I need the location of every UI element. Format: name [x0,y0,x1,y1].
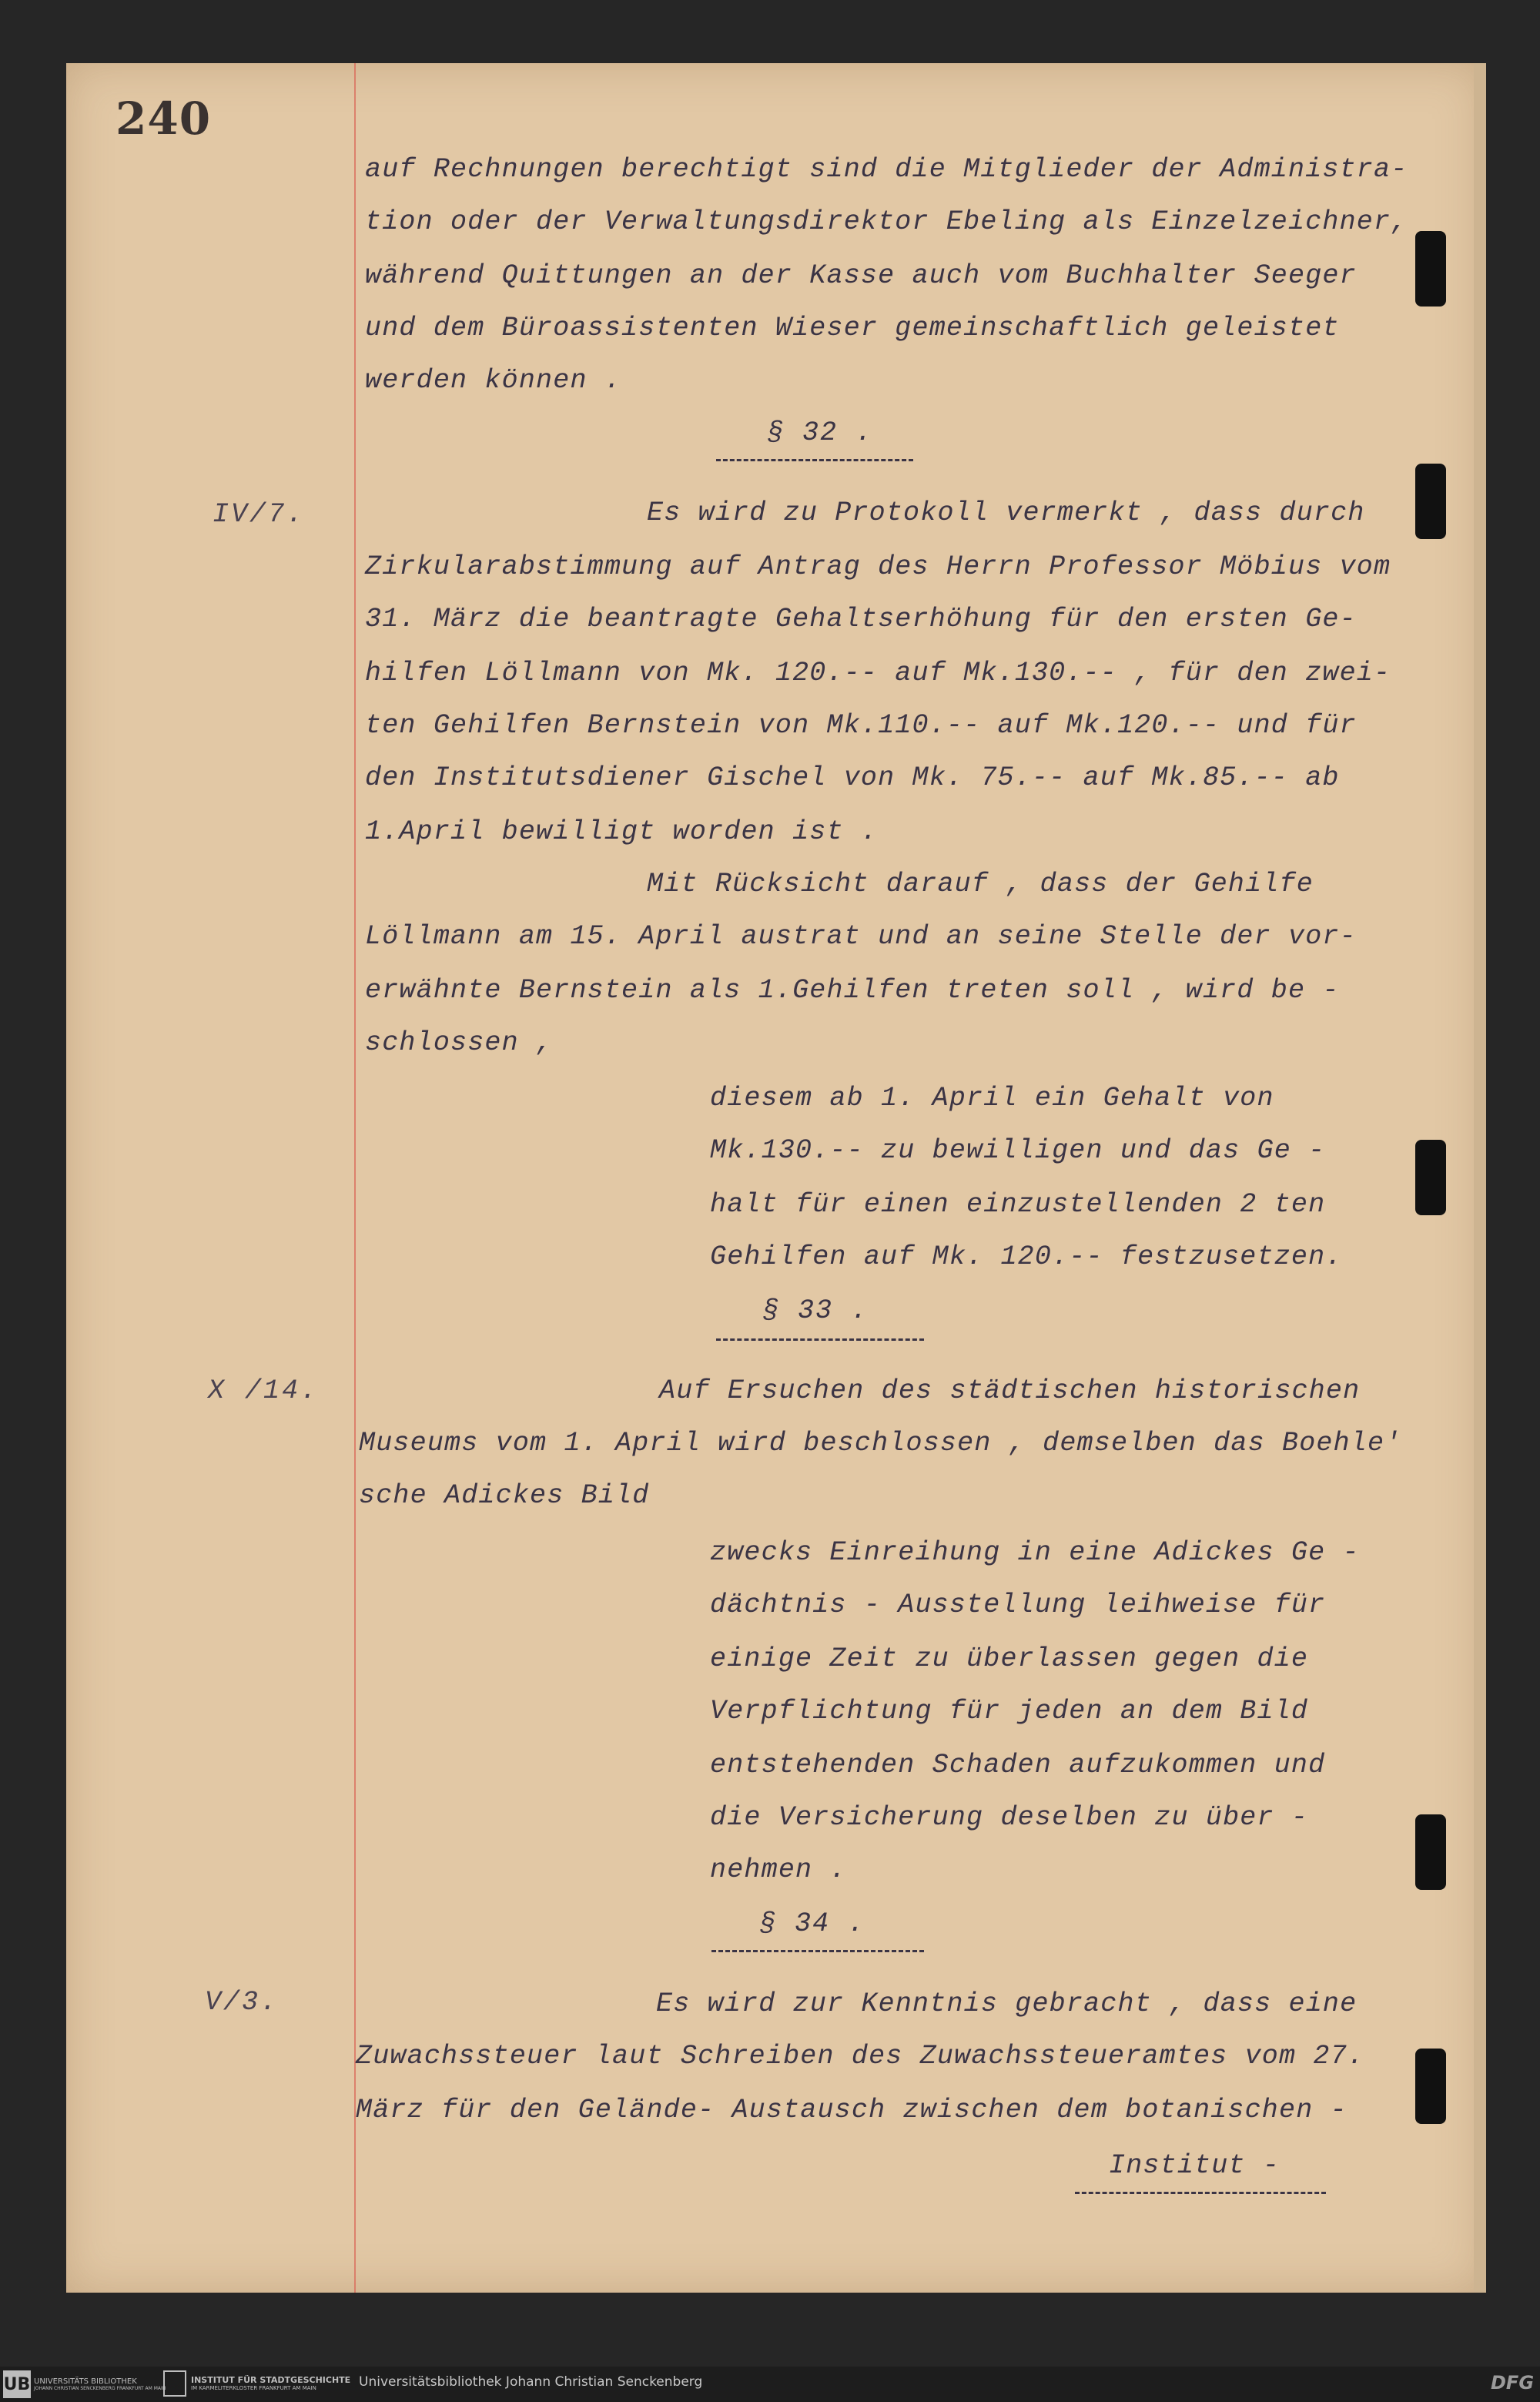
text-line: Mit Rücksicht darauf , dass der Gehilfe [647,869,1314,899]
text-line: dächtnis - Ausstellung leihweise für [710,1590,1326,1620]
text-line: Verpflichtung für jeden an dem Bild [710,1696,1309,1727]
index-tab [1415,464,1446,539]
catchword: Institut - [1109,2150,1281,2181]
index-tab [1415,1140,1446,1215]
index-tab [1415,231,1446,307]
text-line: sche Adickes Bild [359,1480,650,1511]
page-number: 240 [116,92,212,145]
margin-reference: V/3. [205,1987,280,2018]
text-line: diesem ab 1. April ein Gehalt von [710,1083,1274,1114]
text-line: entstehenden Schaden aufzukommen und [710,1750,1326,1781]
text-line: Museums vom 1. April wird beschlossen , demselben das Boehle' [359,1428,1402,1459]
text-line: Es wird zur Kenntnis gebracht , dass eine [656,1988,1358,2019]
isg-subtitle: IM KARMELITERKLOSTER FRANKFURT AM MAIN [191,2384,316,2391]
text-line: Löllmann am 15. April austrat und an seine Stelle der vor- [365,921,1357,952]
dfg-logo: DFG [1491,2372,1535,2394]
library-name: Universitätsbibliothek Johann Christian Senckenberg [359,2374,703,2390]
isg-name: INSTITUT FÜR STADTGESCHICHTE [191,2374,351,2385]
text-line: 1.April bewilligt worden ist . [365,816,879,847]
isg-emblem-icon [163,2370,186,2397]
text-line: März für den Gelände- Austausch zwischen dem botanischen - [356,2095,1348,2126]
document-page [66,63,1483,2293]
text-line: die Versicherung deselben zu über - [710,1802,1309,1833]
section-heading: § 32 . [767,417,874,448]
text-line: Gehilfen auf Mk. 120.-- festzusetzen. [710,1241,1343,1272]
ub-badge: UB [3,2370,31,2398]
text-line: hilfen Löllmann von Mk. 120.-- auf Mk.130.-- , für den zwei- [365,658,1391,688]
text-line: nehmen . [710,1854,847,1885]
text-line: Zuwachssteuer laut Schreiben des Zuwachssteueramtes vom 27. [356,2041,1365,2072]
section-underline [711,1950,924,1952]
section-underline [716,459,913,461]
text-line: den Institutsdiener Gischel von Mk. 75.-- auf Mk.85.-- ab [365,762,1340,793]
section-underline [716,1338,924,1341]
text-line: Mk.130.-- zu bewilligen und das Ge - [710,1135,1326,1166]
text-line: Zirkularabstimmung auf Antrag des Herrn Professor Möbius vom [365,551,1391,582]
text-line: halt für einen einzustellenden 2 ten [710,1189,1326,1220]
section-heading: § 34 . [759,1908,866,1939]
text-line: ten Gehilfen Bernstein von Mk.110.-- auf Mk.120.-- und für [365,710,1357,741]
margin-rule [354,63,356,2293]
margin-reference: IV/7. [213,499,306,530]
text-line: auf Rechnungen berechtigt sind die Mitglieder der Administra- [365,154,1408,185]
page-edge [1474,63,1486,2293]
ub-name: UNIVERSITÄTS BIBLIOTHEK [34,2377,137,2386]
section-heading: § 33 . [762,1295,869,1326]
margin-reference: X /14. [208,1375,320,1406]
index-tab [1415,2049,1446,2124]
text-line: einige Zeit zu überlassen gegen die [710,1643,1309,1674]
text-line: während Quittungen an der Kasse auch vom Buchhalter Seeger [365,260,1357,291]
text-line: zwecks Einreihung in eine Adickes Ge - [710,1537,1360,1568]
ub-logo [3,2370,166,2398]
text-line: tion oder der Verwaltungsdirektor Ebeling als Einzelzeichner, [365,206,1408,237]
text-line: und dem Büroassistenten Wieser gemeinschaftlich geleistet [365,313,1340,343]
text-line: Es wird zu Protokoll vermerkt , dass durch [647,497,1365,528]
isg-logo [163,2370,350,2397]
catchword-underline [1075,2192,1326,2194]
ub-subtitle: JOHANN CHRISTIAN SENCKENBERG FRANKFURT AM MAIN [34,2385,166,2391]
text-line: werden können . [365,365,622,396]
text-line: erwähnte Bernstein als 1.Gehilfen treten soll , wird be - [365,975,1340,1006]
index-tab [1415,1814,1446,1890]
text-line: 31. März die beantragte Gehaltserhöhung für den ersten Ge- [365,604,1357,635]
text-line: Auf Ersuchen des städtischen historischen [659,1375,1361,1406]
text-line: schlossen , [365,1027,554,1058]
